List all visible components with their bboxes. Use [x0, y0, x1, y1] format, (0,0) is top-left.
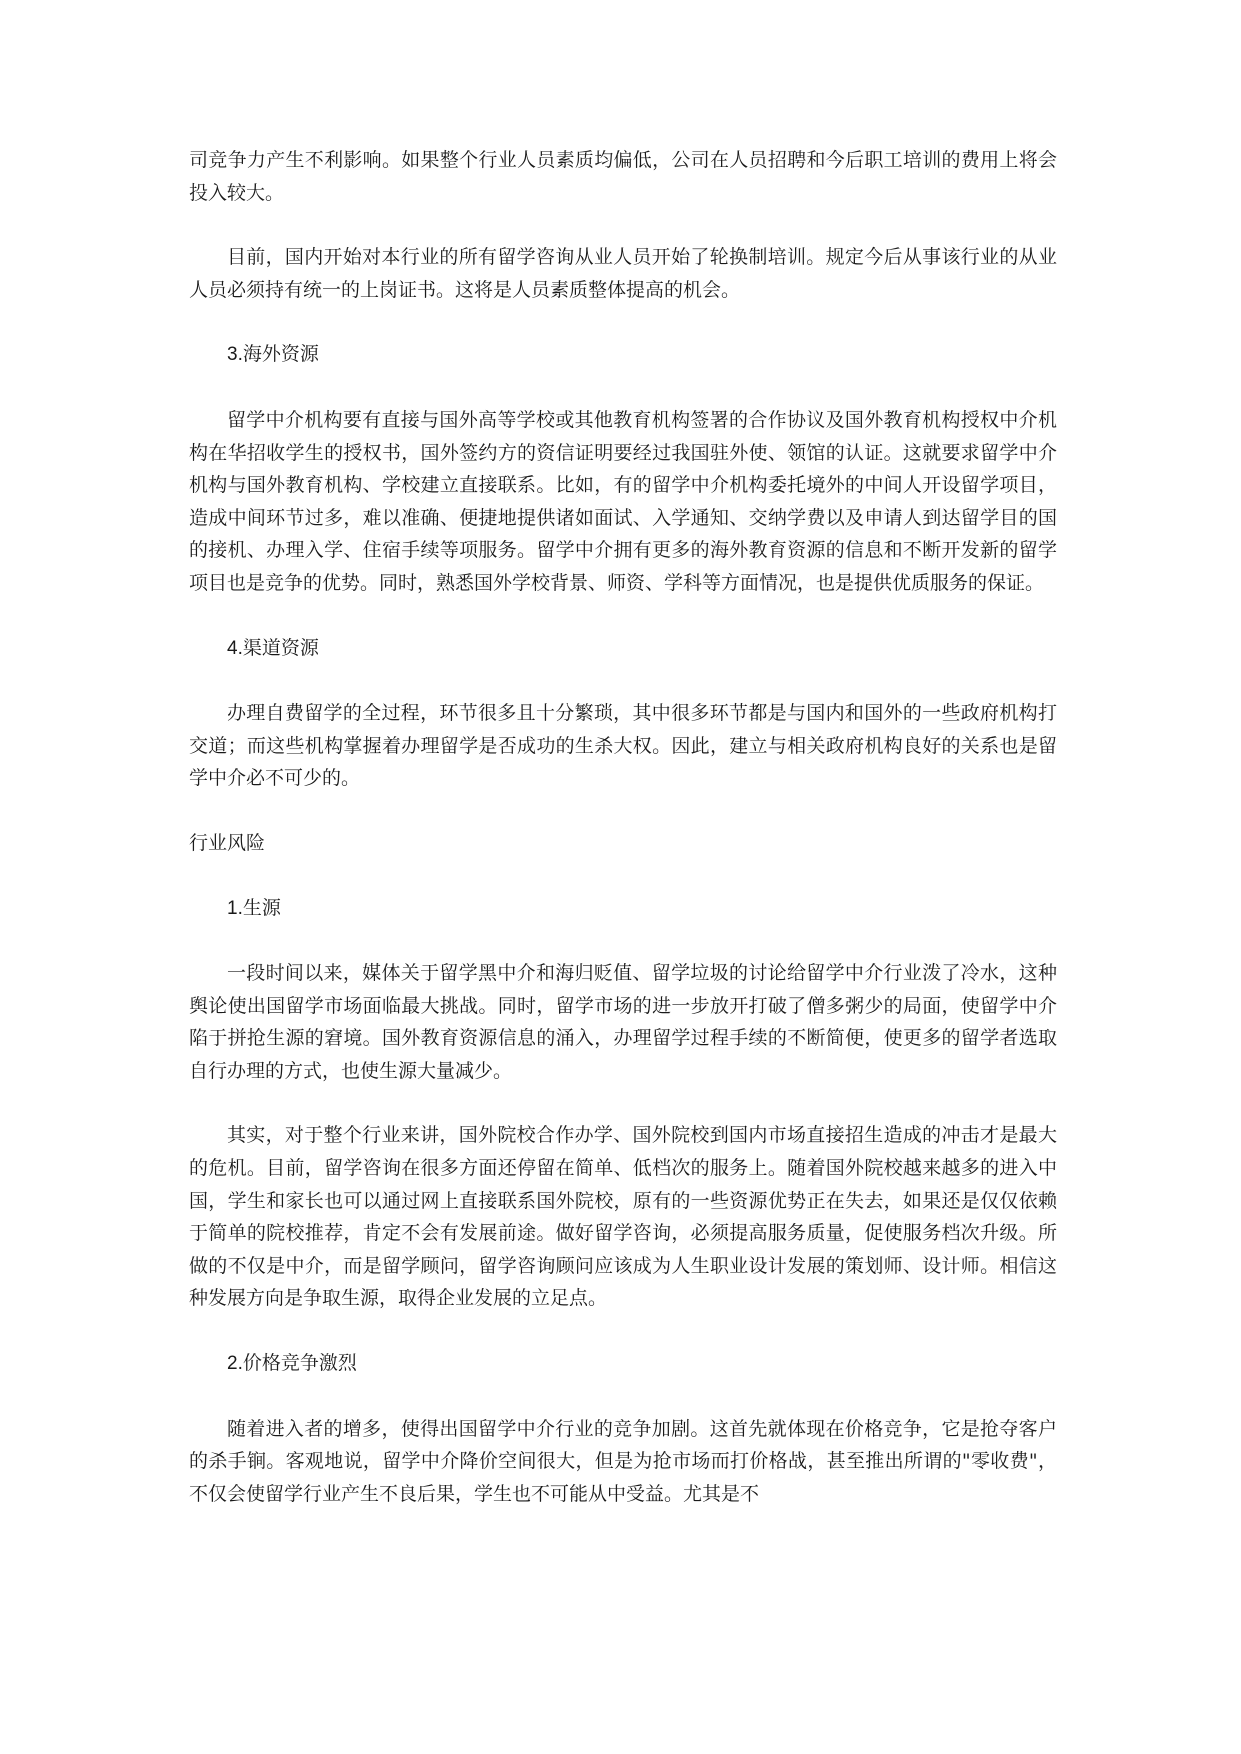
heading-channel-resources [189, 632, 1057, 666]
heading-number: 3. [227, 344, 243, 366]
document-body [189, 144, 1057, 1542]
paragraph-price-competition: 随着进入者的增多，使得出国留学中介行业的竞争加剧。这首先就体现在价格竞争，它是抢夺客户的杀手锏。客观地说，留学中介降价空间很大，但是为抢市场而打价格战，甚至推出所谓的"零收费"，不仅会使留学行业产生不良后果，学生也不可能从中受益。尤其是不 [189, 1417, 1057, 1505]
heading-text: 渠道资源 [242, 636, 319, 659]
paragraph-channel-resources: 办理自费留学的全过程，环节很多且十分繁琐，其中很多环节都是与国内和国外的一些政府机构打交道；而这些机构掌握着办理留学是否成功的生杀大权。因此，建立与相关政府机构良好的关系也是留学中介必不可少的。 [189, 702, 1057, 790]
heading-price-competition [189, 1347, 1057, 1381]
heading-text: 生源 [242, 896, 281, 919]
heading-number: 1. [227, 897, 243, 919]
heading-student-source [189, 892, 1057, 926]
paragraph-student-source-1: 一段时间以来，媒体关于留学黑中介和海归贬值、留学垃圾的讨论给留学中介行业泼了冷水，这种舆论使出国留学市场面临最大挑战。同时，留学市场的进一步放开打破了僧多粥少的局面，使留学中介陷于拼抢生源的窘境。国外教育资源信息的涌入，办理留学过程手续的不断简便，使更多的留学者选取自行办理的方式，也使生源大量减少。 [189, 962, 1057, 1082]
heading-text: 价格竞争激烈 [242, 1352, 357, 1375]
paragraph-student-source-2: 其实，对于整个行业来讲，国外院校合作办学、国外院校到国内市场直接招生造成的冲击才是最大的危机。目前，留学咨询在很多方面还停留在简单、低档次的服务上。随着国外院校越来越多的进入中国，学生和家长也可以通过网上直接联系国外院校，原有的一些资源优势正在失去，如果还是仅仅依赖于简单的院校推荐，肯定不会有发展前途。做好留学咨询，必须提高服务质量，促使服务档次升级。所做的不仅是中介，而是留学顾问，留学咨询顾问应该成为人生职业设计发展的策划师、设计师。相信这种发展方向是争取生源，取得企业发展的立足点。 [189, 1124, 1057, 1310]
heading-overseas-resources [189, 338, 1057, 372]
heading-text: 海外资源 [242, 343, 319, 366]
paragraph-overseas-resources: 留学中介机构要有直接与国外高等学校或其他教育机构签署的合作协议及国外教育机构授权中介机构在华招收学生的授权书，国外签约方的资信证明要经过我国驻外使、领馆的认证。这就要求留学中介机构与国外教育机构、学校建立直接联系。比如，有的留学中介机构委托境外的中间人开设留学项目，造成中间环节过多，难以准确、便捷地提供诸如面试、入学通知、交纳学费以及申请人到达留学目的国的接机、办理入学、住宿手续等项服务。留学中介拥有更多的海外教育资源的信息和不断开发新的留学项目也是竞争的优势。同时，熟悉国外学校背景、师资、学科等方面情况，也是提供优质服务的保证。 [189, 408, 1057, 594]
section-title-industry-risk: 行业风险 [189, 831, 266, 854]
paragraph-continuation: 司竞争力产生不利影响。如果整个行业人员素质均偏低，公司在人员招聘和今后职工培训的费用上将会投入较大。 [189, 149, 1057, 204]
heading-number: 4. [227, 637, 243, 659]
paragraph-training: 目前，国内开始对本行业的所有留学咨询从业人员开始了轮换制培训。规定今后从事该行业的从业人员必须持有统一的上岗证书。这将是人员素质整体提高的机会。 [189, 246, 1057, 301]
heading-number: 2. [227, 1353, 243, 1375]
